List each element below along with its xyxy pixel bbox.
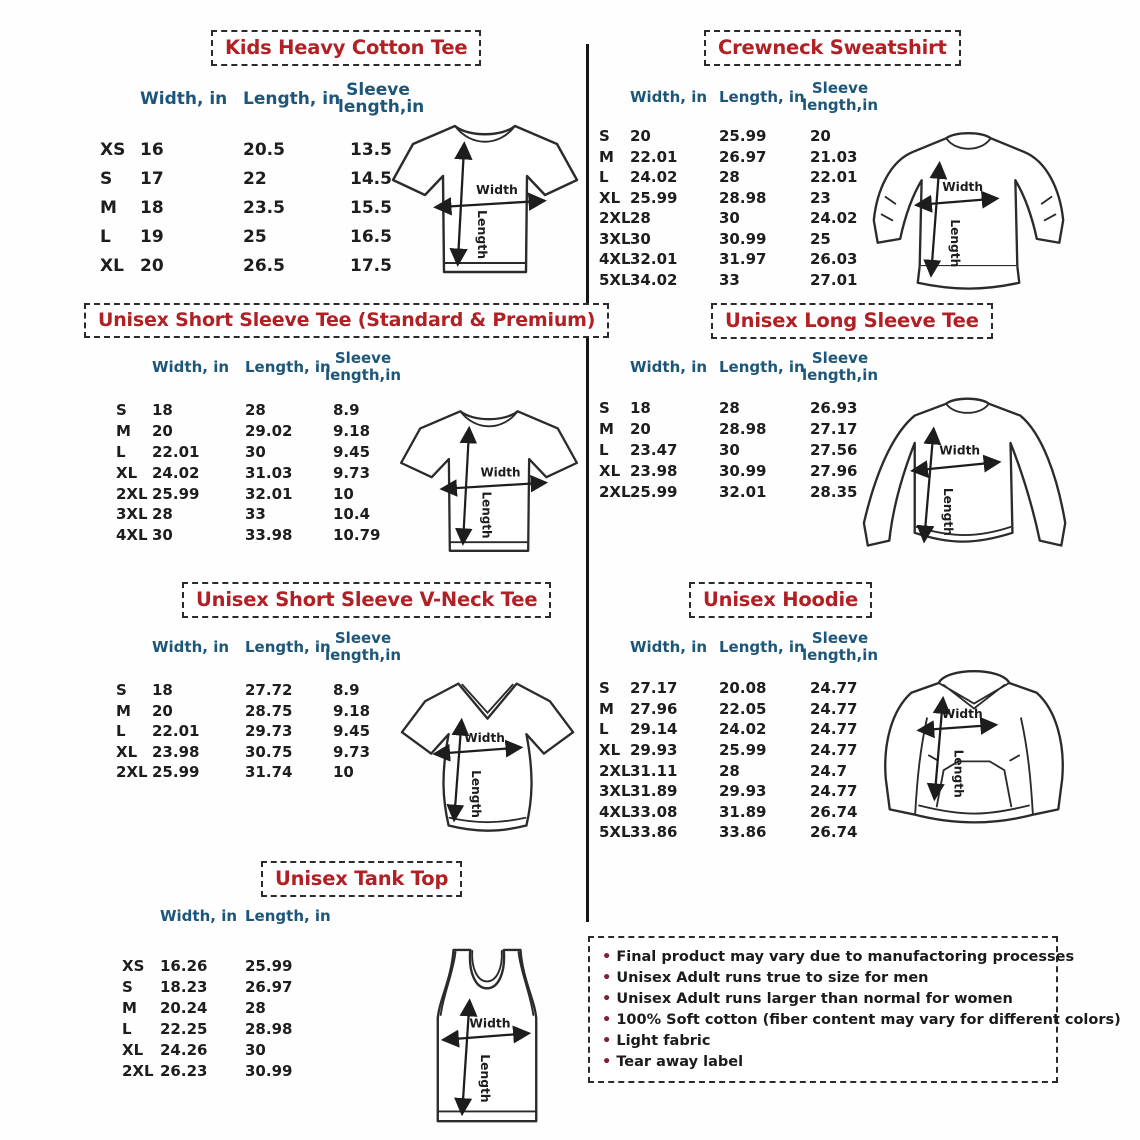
size-cell: 2XL bbox=[122, 1061, 154, 1080]
value-cell: 31.89 bbox=[719, 802, 767, 821]
value-cell: 9.18 bbox=[333, 422, 371, 441]
size-cell: L bbox=[122, 1019, 132, 1038]
value-cell: 27.56 bbox=[810, 440, 858, 459]
value-cell: 29.73 bbox=[245, 722, 293, 741]
size-row bbox=[116, 762, 417, 783]
value-cell: 27.01 bbox=[810, 270, 858, 289]
length-arrow-label: Length bbox=[941, 487, 956, 536]
table-header-row bbox=[599, 630, 894, 664]
value-cell: 26.93 bbox=[810, 399, 858, 418]
value-cell: 20.08 bbox=[719, 679, 767, 698]
column-header: Width, in bbox=[160, 907, 238, 925]
value-cell: 18 bbox=[152, 681, 173, 700]
tee-diagram bbox=[398, 396, 580, 568]
note-item: • Tear away label bbox=[602, 1052, 1044, 1073]
length-arrow-label: Length bbox=[479, 491, 494, 539]
size-cell: S bbox=[599, 679, 610, 698]
size-cell: 3XL bbox=[116, 505, 148, 524]
value-cell: 24.77 bbox=[810, 782, 858, 801]
length-arrow-label: Length bbox=[478, 1054, 493, 1103]
value-cell: 31.11 bbox=[630, 761, 678, 780]
value-cell: 16 bbox=[140, 140, 164, 161]
column-header: Sleeve length,in bbox=[801, 79, 879, 114]
size-row bbox=[122, 1060, 345, 1081]
size-row bbox=[599, 188, 894, 209]
column-header: Width, in bbox=[152, 357, 230, 376]
size-row bbox=[116, 504, 417, 525]
value-cell: 17.5 bbox=[350, 255, 392, 276]
value-cell: 24.77 bbox=[810, 699, 858, 718]
value-cell: 16.26 bbox=[160, 956, 208, 975]
column-header: Length, in bbox=[245, 357, 331, 376]
size-cell: XL bbox=[116, 463, 138, 482]
value-cell: 21.03 bbox=[810, 147, 858, 166]
value-cell: 10.4 bbox=[333, 505, 371, 524]
size-row bbox=[116, 421, 417, 442]
width-arrow-label: Width bbox=[469, 1016, 511, 1031]
size-row bbox=[122, 955, 345, 976]
title-text: Unisex Long Sleeve Tee bbox=[725, 309, 979, 332]
size-cell: S bbox=[599, 127, 610, 146]
column-header: Length, in bbox=[245, 637, 331, 656]
column-header: Sleeve length,in bbox=[801, 349, 879, 384]
value-cell: 25.99 bbox=[245, 956, 293, 975]
column-header: Width, in bbox=[630, 357, 708, 376]
value-cell: 25 bbox=[810, 229, 831, 248]
value-cell: 22.01 bbox=[152, 442, 200, 461]
width-arrow-label: Width bbox=[476, 182, 518, 197]
value-cell: 18.23 bbox=[160, 977, 208, 996]
size-row bbox=[599, 440, 894, 461]
size-row bbox=[116, 525, 417, 546]
column-header: Length, in bbox=[719, 637, 805, 656]
size-row bbox=[122, 997, 345, 1018]
size-cell: S bbox=[122, 977, 133, 996]
value-cell: 22.01 bbox=[630, 147, 678, 166]
column-header: Width, in bbox=[152, 637, 230, 656]
title-crewneck-sweatshirt bbox=[704, 30, 961, 66]
value-cell: 18 bbox=[140, 197, 164, 218]
column-header: Width, in bbox=[630, 637, 708, 656]
value-cell: 10.79 bbox=[333, 526, 381, 545]
width-arrow-label: Width bbox=[480, 465, 521, 480]
value-cell: 8.9 bbox=[333, 401, 360, 420]
size-cell: XL bbox=[122, 1040, 144, 1059]
size-table-unisex-short-sleeve-tee bbox=[116, 350, 417, 546]
size-cell: XS bbox=[122, 956, 145, 975]
title-text: Unisex Hoodie bbox=[703, 588, 858, 611]
note-item: • Light fabric bbox=[602, 1031, 1044, 1052]
value-cell: 30.99 bbox=[719, 461, 767, 480]
product-notes-box bbox=[588, 936, 1121, 1083]
value-cell: 14.5 bbox=[350, 169, 392, 190]
value-cell: 28.98 bbox=[245, 1019, 293, 1038]
column-header: Sleeve length,in bbox=[324, 349, 402, 384]
value-cell: 29.93 bbox=[630, 741, 678, 760]
note-item: • Unisex Adult runs true to size for men bbox=[602, 968, 1044, 989]
size-cell: L bbox=[599, 168, 609, 187]
crewneck-diagram bbox=[866, 126, 1071, 298]
hoodie-diagram bbox=[876, 656, 1072, 854]
size-table-unisex-long-sleeve-tee bbox=[599, 350, 894, 502]
value-cell: 27.96 bbox=[810, 461, 858, 480]
size-row bbox=[599, 270, 894, 291]
size-row bbox=[599, 229, 894, 250]
size-row bbox=[599, 147, 894, 168]
column-header: Length, in bbox=[245, 907, 331, 925]
size-row bbox=[116, 400, 417, 421]
size-row bbox=[116, 721, 417, 742]
size-table-unisex-v-neck-tee bbox=[116, 630, 417, 783]
width-arrow-label: Width bbox=[939, 443, 981, 458]
title-text: Unisex Short Sleeve V-Neck Tee bbox=[196, 588, 538, 611]
value-cell: 28 bbox=[719, 761, 740, 780]
size-cell: L bbox=[100, 226, 111, 247]
size-row bbox=[599, 481, 894, 502]
value-cell: 20 bbox=[630, 127, 651, 146]
size-row bbox=[599, 398, 894, 419]
size-row bbox=[599, 740, 894, 761]
size-table-kids-heavy-cotton-tee bbox=[100, 82, 430, 280]
value-cell: 25.99 bbox=[152, 763, 200, 782]
note-item: • 100% Soft cotton (fiber content may vary for different colors) bbox=[602, 1010, 1044, 1031]
value-cell: 26.5 bbox=[243, 255, 285, 276]
title-unisex-hoodie bbox=[689, 582, 872, 618]
title-text: Unisex Short Sleeve Tee (Standard & Premium) bbox=[98, 309, 596, 331]
size-cell: 2XL bbox=[116, 763, 148, 782]
title-unisex-short-sleeve-tee bbox=[84, 303, 609, 338]
value-cell: 20.24 bbox=[160, 998, 208, 1017]
size-cell: 4XL bbox=[116, 526, 148, 545]
size-row bbox=[116, 483, 417, 504]
value-cell: 18 bbox=[630, 399, 651, 418]
value-cell: 23 bbox=[810, 188, 831, 207]
value-cell: 22.01 bbox=[152, 722, 200, 741]
note-item: • Final product may vary due to manufactoring processes bbox=[602, 947, 1044, 968]
size-row bbox=[116, 680, 417, 701]
value-cell: 31.74 bbox=[245, 763, 293, 782]
size-row bbox=[599, 699, 894, 720]
value-cell: 28 bbox=[152, 505, 173, 524]
value-cell: 31.97 bbox=[719, 250, 767, 269]
size-row bbox=[599, 781, 894, 802]
value-cell: 26.74 bbox=[810, 823, 858, 842]
size-cell: S bbox=[116, 681, 127, 700]
value-cell: 23.47 bbox=[630, 440, 678, 459]
size-cell: 3XL bbox=[599, 229, 631, 248]
size-row bbox=[599, 460, 894, 481]
size-row bbox=[599, 760, 894, 781]
size-row bbox=[116, 701, 417, 722]
size-row bbox=[599, 419, 894, 440]
size-cell: XL bbox=[116, 742, 138, 761]
title-unisex-v-neck-tee bbox=[182, 582, 551, 618]
value-cell: 32.01 bbox=[719, 482, 767, 501]
value-cell: 24.02 bbox=[630, 168, 678, 187]
size-row bbox=[116, 442, 417, 463]
value-cell: 28 bbox=[245, 401, 266, 420]
value-cell: 30 bbox=[152, 526, 173, 545]
value-cell: 31.89 bbox=[630, 782, 678, 801]
value-cell: 23.5 bbox=[243, 197, 285, 218]
size-row bbox=[122, 1039, 345, 1060]
table-header-row bbox=[599, 350, 894, 384]
value-cell: 22.01 bbox=[810, 168, 858, 187]
size-row bbox=[599, 126, 894, 147]
value-cell: 9.73 bbox=[333, 463, 371, 482]
length-arrow-label: Length bbox=[468, 770, 483, 818]
value-cell: 26.74 bbox=[810, 802, 858, 821]
value-cell: 25.99 bbox=[719, 127, 767, 146]
size-cell: XS bbox=[100, 140, 126, 161]
value-cell: 33.98 bbox=[245, 526, 293, 545]
size-table-unisex-tank-top bbox=[122, 908, 345, 1081]
width-arrow-label: Width bbox=[941, 707, 983, 722]
width-arrow-label: Width bbox=[942, 180, 984, 195]
value-cell: 8.9 bbox=[333, 681, 360, 700]
table-header-row bbox=[116, 350, 417, 384]
size-cell: L bbox=[599, 440, 609, 459]
value-cell: 29.02 bbox=[245, 422, 293, 441]
product-notes-list bbox=[602, 947, 1121, 1073]
value-cell: 9.45 bbox=[333, 442, 371, 461]
value-cell: 32.01 bbox=[630, 250, 678, 269]
value-cell: 27.17 bbox=[810, 420, 858, 439]
value-cell: 25.99 bbox=[719, 741, 767, 760]
value-cell: 20 bbox=[810, 127, 831, 146]
length-arrow-label: Length bbox=[475, 210, 490, 260]
value-cell: 28 bbox=[630, 209, 651, 228]
value-cell: 24.77 bbox=[810, 741, 858, 760]
v-neck-tee-diagram bbox=[398, 670, 578, 845]
value-cell: 30 bbox=[719, 209, 740, 228]
size-cell: XL bbox=[599, 461, 621, 480]
value-cell: 20 bbox=[152, 701, 173, 720]
size-row bbox=[116, 462, 417, 483]
value-cell: 30 bbox=[245, 1040, 266, 1059]
size-cell: 5XL bbox=[599, 270, 631, 289]
value-cell: 33.86 bbox=[719, 823, 767, 842]
size-cell: 2XL bbox=[599, 761, 631, 780]
value-cell: 9.73 bbox=[333, 742, 371, 761]
value-cell: 20.5 bbox=[243, 140, 285, 161]
value-cell: 24.02 bbox=[719, 720, 767, 739]
value-cell: 28 bbox=[245, 998, 266, 1017]
size-cell: 2XL bbox=[116, 484, 148, 503]
size-row bbox=[599, 678, 894, 699]
value-cell: 20 bbox=[152, 422, 173, 441]
size-row bbox=[100, 165, 430, 194]
size-row bbox=[100, 194, 430, 223]
value-cell: 28.35 bbox=[810, 482, 858, 501]
value-cell: 10 bbox=[333, 484, 354, 503]
note-item: • Unisex Adult runs larger than normal for women bbox=[602, 989, 1044, 1010]
value-cell: 33 bbox=[719, 270, 740, 289]
size-row bbox=[122, 976, 345, 997]
size-cell: 4XL bbox=[599, 802, 631, 821]
value-cell: 33.08 bbox=[630, 802, 678, 821]
size-cell: 3XL bbox=[599, 782, 631, 801]
size-cell: XL bbox=[599, 741, 621, 760]
size-row bbox=[116, 742, 417, 763]
size-cell: S bbox=[599, 399, 610, 418]
size-row bbox=[599, 167, 894, 188]
value-cell: 28.98 bbox=[719, 188, 767, 207]
value-cell: 22 bbox=[243, 169, 267, 190]
value-cell: 13.5 bbox=[350, 140, 392, 161]
column-header: Width, in bbox=[630, 87, 708, 106]
size-cell: 2XL bbox=[599, 209, 631, 228]
tank-top-diagram bbox=[418, 944, 556, 1136]
value-cell: 26.23 bbox=[160, 1061, 208, 1080]
value-cell: 30 bbox=[245, 442, 266, 461]
size-row bbox=[599, 719, 894, 740]
title-unisex-tank-top bbox=[261, 861, 462, 897]
value-cell: 20 bbox=[140, 255, 164, 276]
vertical-divider bbox=[586, 44, 589, 922]
size-cell: L bbox=[599, 720, 609, 739]
value-cell: 30.75 bbox=[245, 742, 293, 761]
column-header: Sleeve length,in bbox=[324, 629, 402, 664]
length-arrow-label: Length bbox=[947, 219, 962, 268]
value-cell: 32.01 bbox=[245, 484, 293, 503]
value-cell: 25 bbox=[243, 226, 267, 247]
size-cell: L bbox=[116, 722, 126, 741]
column-header: Length, in bbox=[243, 88, 341, 109]
size-cell: M bbox=[100, 197, 117, 218]
value-cell: 25.99 bbox=[630, 188, 678, 207]
value-cell: 27.17 bbox=[630, 679, 678, 698]
size-row bbox=[599, 208, 894, 229]
table-header-row bbox=[599, 80, 894, 114]
value-cell: 15.5 bbox=[350, 197, 392, 218]
tee-diagram bbox=[390, 110, 580, 290]
value-cell: 19 bbox=[140, 226, 164, 247]
column-header: Sleeve length,in bbox=[338, 80, 425, 117]
size-cell: L bbox=[116, 442, 126, 461]
value-cell: 18 bbox=[152, 401, 173, 420]
value-cell: 33 bbox=[245, 505, 266, 524]
size-row bbox=[122, 1018, 345, 1039]
value-cell: 29.93 bbox=[719, 782, 767, 801]
value-cell: 23.98 bbox=[630, 461, 678, 480]
size-cell: XL bbox=[100, 255, 124, 276]
title-kids-heavy-cotton-tee bbox=[211, 30, 481, 66]
value-cell: 28.98 bbox=[719, 420, 767, 439]
size-cell: M bbox=[116, 701, 131, 720]
value-cell: 24.02 bbox=[810, 209, 858, 228]
table-header-row bbox=[100, 82, 430, 116]
value-cell: 9.18 bbox=[333, 701, 371, 720]
value-cell: 24.77 bbox=[810, 679, 858, 698]
column-header: Length, in bbox=[719, 357, 805, 376]
value-cell: 24.7 bbox=[810, 761, 848, 780]
size-cell: M bbox=[116, 422, 131, 441]
value-cell: 28 bbox=[719, 168, 740, 187]
size-cell: S bbox=[116, 401, 127, 420]
title-unisex-long-sleeve-tee bbox=[711, 303, 993, 339]
size-row bbox=[100, 136, 430, 165]
value-cell: 26.03 bbox=[810, 250, 858, 269]
value-cell: 31.03 bbox=[245, 463, 293, 482]
column-header: Width, in bbox=[140, 88, 228, 109]
column-header: Length, in bbox=[719, 87, 805, 106]
value-cell: 17 bbox=[140, 169, 164, 190]
size-cell: M bbox=[599, 699, 614, 718]
value-cell: 22.25 bbox=[160, 1019, 208, 1038]
value-cell: 29.14 bbox=[630, 720, 678, 739]
size-table-crewneck-sweatshirt bbox=[599, 80, 894, 290]
value-cell: 22.05 bbox=[719, 699, 767, 718]
value-cell: 25.99 bbox=[152, 484, 200, 503]
value-cell: 20 bbox=[630, 420, 651, 439]
value-cell: 9.45 bbox=[333, 722, 371, 741]
title-text: Crewneck Sweatshirt bbox=[718, 36, 947, 59]
size-row bbox=[599, 249, 894, 270]
value-cell: 30.99 bbox=[719, 229, 767, 248]
value-cell: 24.26 bbox=[160, 1040, 208, 1059]
title-text: Unisex Tank Top bbox=[275, 867, 449, 890]
long-sleeve-tee-diagram bbox=[860, 392, 1075, 572]
size-row bbox=[599, 822, 894, 843]
size-cell: M bbox=[599, 147, 614, 166]
title-text: Kids Heavy Cotton Tee bbox=[225, 36, 468, 59]
size-cell: S bbox=[100, 169, 113, 190]
value-cell: 26.97 bbox=[245, 977, 293, 996]
size-row bbox=[100, 222, 430, 251]
size-row bbox=[599, 802, 894, 823]
value-cell: 24.02 bbox=[152, 463, 200, 482]
length-arrow-label: Length bbox=[951, 749, 966, 798]
value-cell: 33.86 bbox=[630, 823, 678, 842]
size-cell: M bbox=[122, 998, 137, 1017]
value-cell: 28 bbox=[719, 399, 740, 418]
column-header: Sleeve length,in bbox=[801, 629, 879, 664]
size-cell: 5XL bbox=[599, 823, 631, 842]
value-cell: 30 bbox=[630, 229, 651, 248]
value-cell: 26.97 bbox=[719, 147, 767, 166]
size-cell: M bbox=[599, 420, 614, 439]
table-header-row bbox=[122, 908, 345, 925]
value-cell: 23.98 bbox=[152, 742, 200, 761]
size-row bbox=[100, 251, 430, 280]
value-cell: 30 bbox=[719, 440, 740, 459]
value-cell: 27.96 bbox=[630, 699, 678, 718]
value-cell: 25.99 bbox=[630, 482, 678, 501]
value-cell: 27.72 bbox=[245, 681, 293, 700]
value-cell: 34.02 bbox=[630, 270, 678, 289]
size-cell: XL bbox=[599, 188, 621, 207]
value-cell: 24.77 bbox=[810, 720, 858, 739]
size-cell: 4XL bbox=[599, 250, 631, 269]
width-arrow-label: Width bbox=[464, 730, 505, 745]
table-header-row bbox=[116, 630, 417, 664]
size-cell: 2XL bbox=[599, 482, 631, 501]
size-table-unisex-hoodie bbox=[599, 630, 894, 843]
value-cell: 10 bbox=[333, 763, 354, 782]
value-cell: 28.75 bbox=[245, 701, 293, 720]
value-cell: 30.99 bbox=[245, 1061, 293, 1080]
value-cell: 16.5 bbox=[350, 226, 392, 247]
